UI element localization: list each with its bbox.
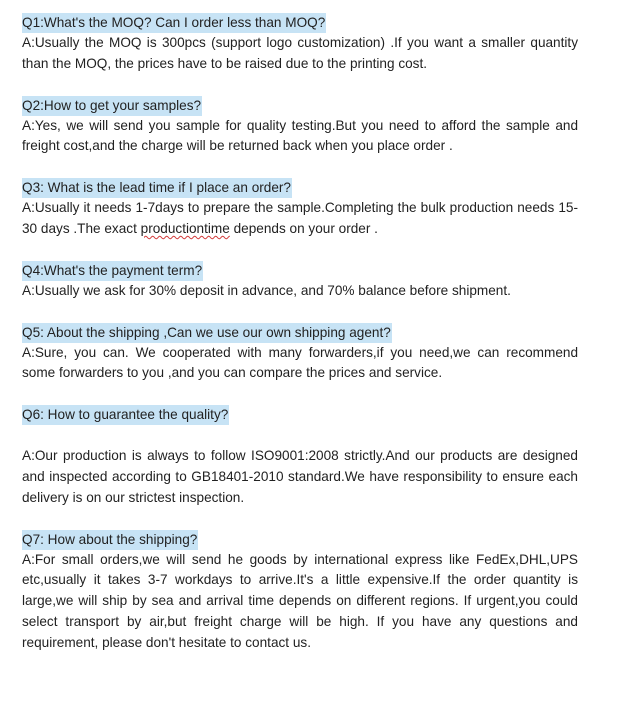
answer-q4: A:Usually we ask for 30% deposit in advance, and 70% balance before shipment. [22,282,511,298]
question-q7: Q7: How about the shipping? [22,530,198,550]
faq-item-q3 [22,178,578,240]
answer-q3 [22,198,578,240]
question-q3: Q3: What is the lead time if I place an order? [22,178,292,198]
spacer [22,240,578,261]
answer-q3-text-end: depends on your order . [229,220,378,236]
spacer [22,384,578,405]
spacer [22,509,578,530]
faq-item-q1 [22,13,578,75]
answer-q5: A:Sure, you can. We cooperated with many forwarders,if you need,we can recommend some forwarders to you ,and you can compare the prices and service. [22,344,578,381]
question-q1: Q1:What's the MOQ? Can I order less than MOQ? [22,13,326,33]
faq-item-q5 [22,323,578,385]
faq-item-q6 [22,405,578,508]
question-q6: Q6: How to guarantee the quality? [22,405,229,425]
spellcheck-flagged-word: productiontime [140,220,230,236]
spacer [22,302,578,323]
answer-q2: A:Yes, we will send you sample for quality testing.But you need to afford the sample and freight cost,and the charge will be returned back when you place order . [22,117,578,154]
faq-item-q4 [22,261,578,302]
answer-q7: A:For small orders,we will send he goods by international express like FedEx,DHL,UPS etc,usually it takes 3-7 workdays to arrive.It's a little expensive.If the order quantity is large,we will ship by sea and arrival time depends on different regions. If urgent,you could select transport by air,but freight charge will be high. If you have any questions and requirement, please don't hesitate to contact us. [22,551,578,650]
answer-q6: A:Our production is always to follow ISO9001:2008 strictly.And our products are designed and inspected according to GB18401-2010 standard.We have responsibility to ensure each delivery is on our strictest inspection. [22,448,578,505]
spacer [22,157,578,178]
question-q4: Q4:What's the payment term? [22,261,203,281]
faq-item-q7 [22,530,578,654]
faq-item-q2 [22,96,578,158]
spacer [22,425,578,446]
answer-q3-text-start: A:Usually it needs 1-7days to prepare the sample.Completing the bulk production needs 15-30 days .The exact [22,200,578,236]
question-q2: Q2:How to get your samples? [22,96,202,116]
question-q5: Q5: About the shipping ,Can we use our own shipping agent? [22,323,392,343]
answer-q1: A:Usually the MOQ is 300pcs (support logo customization) .If you want a smaller quantity than the MOQ, the prices have to be raised due to the printing cost. [22,35,578,71]
faq-list [22,13,578,654]
spacer [22,75,578,96]
